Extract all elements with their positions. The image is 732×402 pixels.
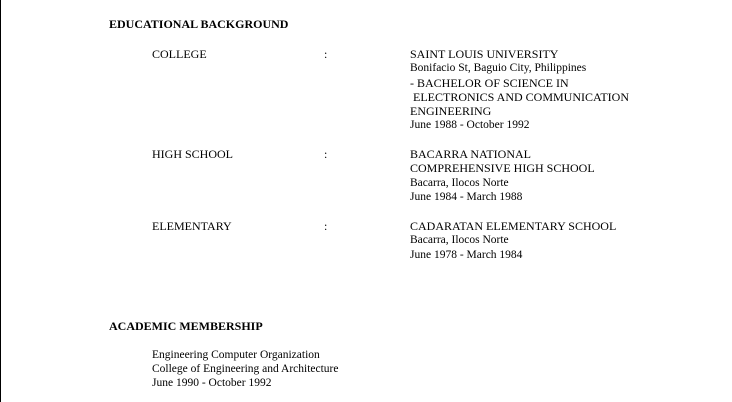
academic-membership-heading: ACADEMIC MEMBERSHIP [109, 319, 263, 333]
elementary-dates: June 1978 - March 1984 [410, 248, 523, 261]
membership-college: College of Engineering and Architecture [152, 363, 339, 375]
college-dates: June 1988 - October 1992 [410, 119, 530, 132]
college-degree-line-3: ENGINEERING [410, 104, 492, 119]
elementary-address: Bacarra, Ilocos Norte [410, 234, 509, 247]
high-school-details [410, 147, 595, 204]
college-label: COLLEGE [152, 47, 207, 61]
college-address: Bonifacio St, Baguio City, Philippines [410, 62, 587, 75]
membership-dates: June 1990 - October 1992 [152, 377, 272, 389]
college-details [410, 47, 629, 133]
high-school-dates: June 1984 - March 1988 [410, 190, 523, 203]
elementary-colon: : [324, 219, 328, 233]
college-degree-line-1: - BACHELOR OF SCIENCE IN [410, 75, 569, 90]
elementary-school-name: CADARATAN ELEMENTARY SCHOOL [410, 219, 617, 233]
high-school-colon: : [324, 147, 328, 161]
membership-details [152, 348, 339, 390]
college-school-name: SAINT LOUIS UNIVERSITY [410, 47, 559, 61]
high-school-name-line-1: BACARRA NATIONAL [410, 147, 532, 161]
membership-organization: Engineering Computer Organization [152, 349, 320, 361]
elementary-details [410, 219, 616, 262]
college-colon: : [324, 47, 328, 61]
high-school-label: HIGH SCHOOL [152, 147, 233, 161]
page-left-border [0, 0, 1, 402]
educational-background-heading: EDUCATIONAL BACKGROUND [109, 17, 289, 31]
high-school-address: Bacarra, Ilocos Norte [410, 176, 509, 189]
college-degree-line-2: ELECTRONICS AND COMMUNICATION [410, 89, 630, 104]
high-school-name-line-2: COMPREHENSIVE HIGH SCHOOL [410, 161, 595, 176]
elementary-label: ELEMENTARY [152, 219, 232, 233]
